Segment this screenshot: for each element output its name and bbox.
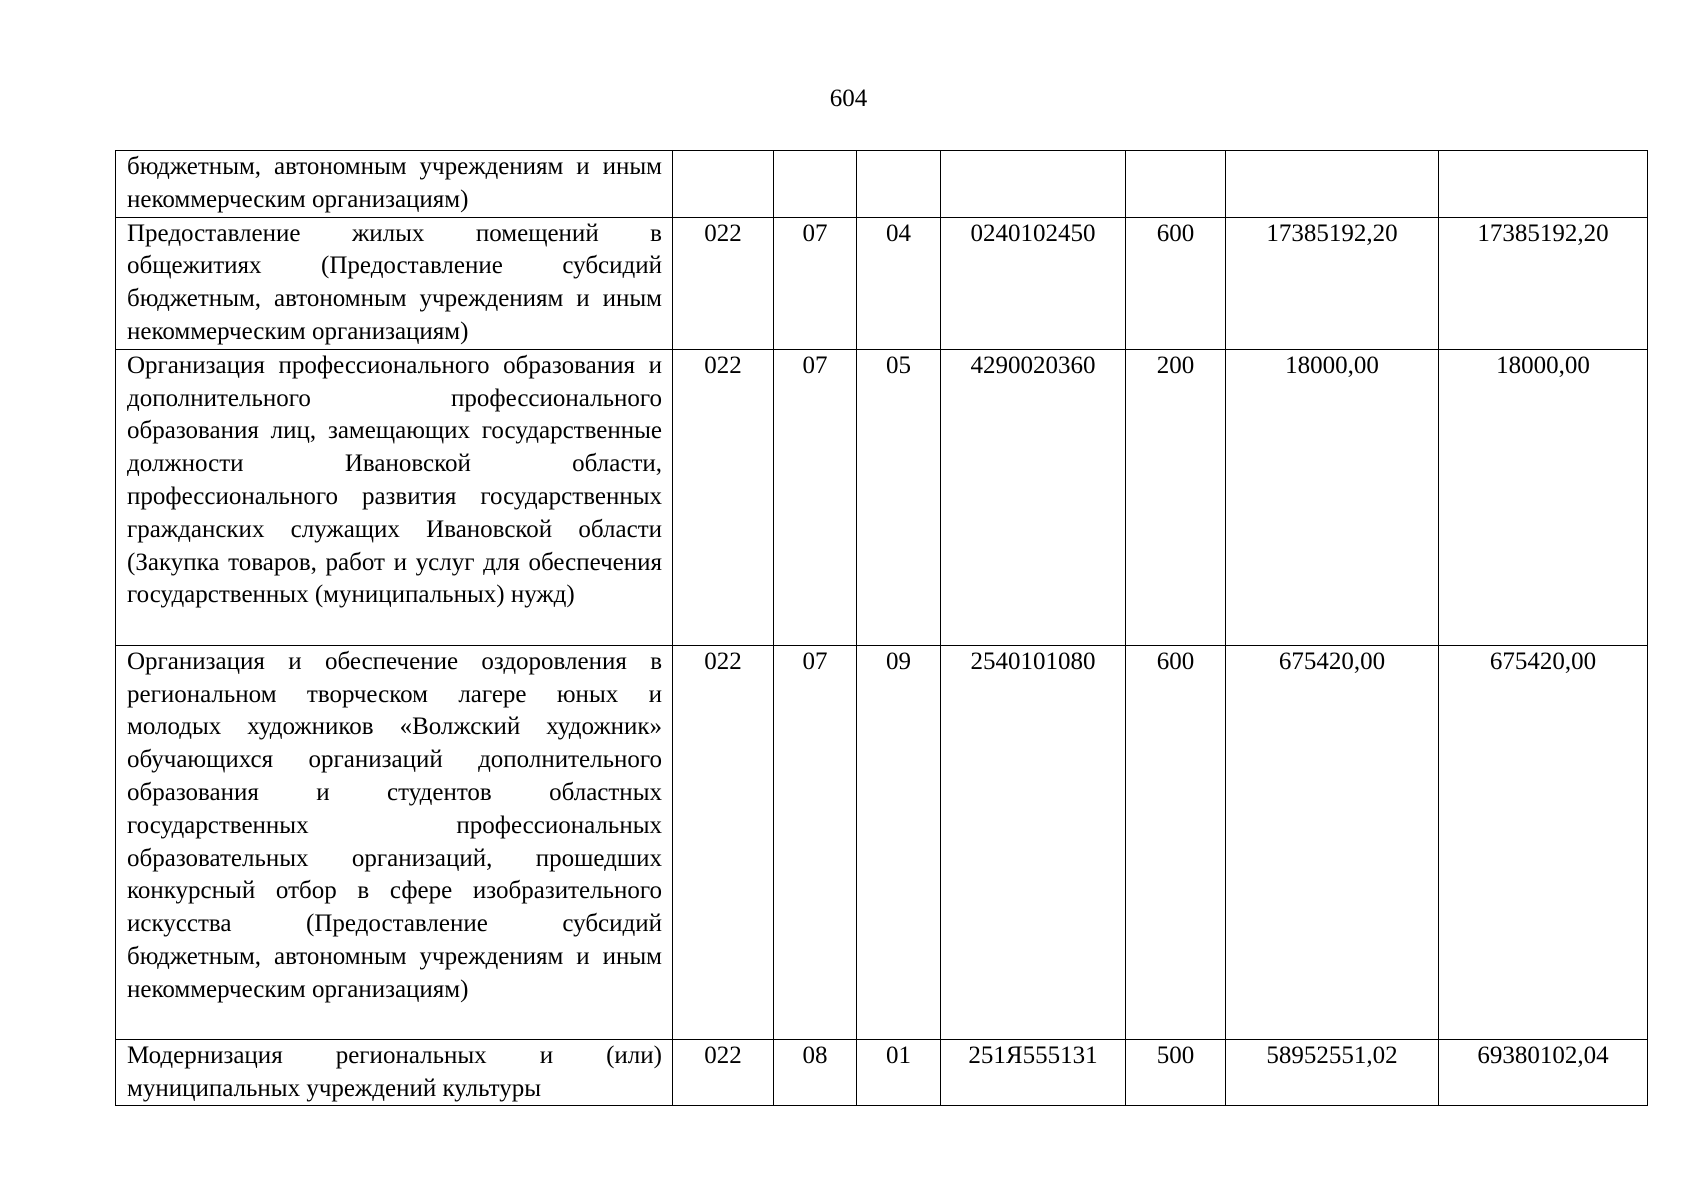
table-row	[116, 1039, 1648, 1106]
target-article-code: 4290020360	[941, 349, 1126, 645]
amount-year-1: 18000,00	[1226, 349, 1439, 645]
row-description: Предоставление жилых помещений в общежитиях (Предоставление субсидий бюджетным, автономным учреждениям и иным некоммерческим организациям)	[116, 217, 673, 349]
admin-code	[673, 151, 774, 218]
admin-code: 022	[673, 349, 774, 645]
subsection-code	[857, 151, 941, 218]
subsection-code: 01	[857, 1039, 941, 1106]
amount-year-2: 675420,00	[1439, 645, 1648, 1039]
admin-code: 022	[673, 1039, 774, 1106]
table-row	[116, 349, 1648, 645]
section-code: 07	[774, 217, 857, 349]
expense-type-code: 500	[1126, 1039, 1226, 1106]
row-description: бюджетным, автономным учреждениям и иным некоммерческим организациям)	[116, 151, 673, 218]
row-description: Организация профессионального образования и дополнительного профессионального образования лиц, замещающих государственные должности Ивановской области, профессионального развития государственных гражданских служащих Ивановской области (Закупка товаров, работ и услуг для обеспечения государственных (муниципальных) нужд)	[116, 349, 673, 645]
row-description: Модернизация региональных и (или) муниципальных учреждений культуры	[116, 1039, 673, 1106]
expense-type-code: 600	[1126, 217, 1226, 349]
subsection-code: 04	[857, 217, 941, 349]
row-description: Организация и обеспечение оздоровления в региональном творческом лагере юных и молодых художников «Волжский художник» обучающихся организаций дополнительного образования и студентов областных государственных профессиональных образовательных организаций, прошедших конкурсный отбор в сфере изобразительного искусства (Предоставление субсидий бюджетным, автономным учреждениям и иным некоммерческим организациям)	[116, 645, 673, 1039]
page-number: 604	[829, 85, 868, 112]
target-article-code: 0240102450	[941, 217, 1126, 349]
amount-year-1: 675420,00	[1226, 645, 1439, 1039]
target-article-code: 2540101080	[941, 645, 1126, 1039]
expense-type-code	[1126, 151, 1226, 218]
amount-year-2: 69380102,04	[1439, 1039, 1648, 1106]
expense-type-code: 200	[1126, 349, 1226, 645]
amount-year-2: 17385192,20	[1439, 217, 1648, 349]
subsection-code: 09	[857, 645, 941, 1039]
table-row	[116, 151, 1648, 218]
section-code: 08	[774, 1039, 857, 1106]
amount-year-2	[1439, 151, 1648, 218]
target-article-code: 251Я555131	[941, 1039, 1126, 1106]
amount-year-1: 17385192,20	[1226, 217, 1439, 349]
table-row	[116, 645, 1648, 1039]
amount-year-1: 58952551,02	[1226, 1039, 1439, 1106]
section-code: 07	[774, 349, 857, 645]
budget-table	[115, 150, 1648, 1106]
amount-year-1	[1226, 151, 1439, 218]
target-article-code	[941, 151, 1126, 218]
section-code: 07	[774, 645, 857, 1039]
expense-type-code: 600	[1126, 645, 1226, 1039]
subsection-code: 05	[857, 349, 941, 645]
table-row	[116, 217, 1648, 349]
amount-year-2: 18000,00	[1439, 349, 1648, 645]
admin-code: 022	[673, 645, 774, 1039]
admin-code: 022	[673, 217, 774, 349]
section-code	[774, 151, 857, 218]
